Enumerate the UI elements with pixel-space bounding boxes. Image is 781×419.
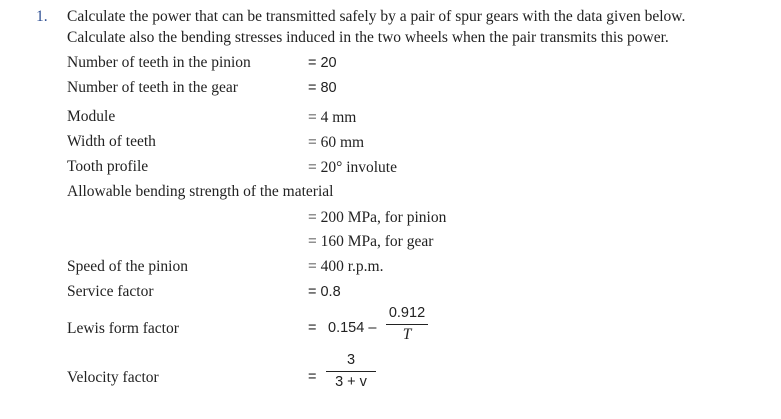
lewis-equals: = bbox=[308, 320, 317, 336]
lewis-numerator: 0.912 bbox=[388, 305, 426, 321]
service-factor-value: = 0.8 bbox=[308, 284, 341, 300]
problem-number: 1. bbox=[36, 8, 48, 25]
pinion-teeth-value: = 20 bbox=[308, 55, 337, 71]
velocity-fraction-bar bbox=[326, 371, 376, 372]
tooth-profile-value: = 20° involute bbox=[308, 159, 397, 176]
tooth-profile-label: Tooth profile bbox=[67, 158, 149, 175]
service-factor-label: Service factor bbox=[67, 283, 154, 300]
module-value: = 4 mm bbox=[308, 109, 357, 126]
width-value: = 60 mm bbox=[308, 134, 365, 151]
lewis-label: Lewis form factor bbox=[67, 320, 179, 337]
lewis-fraction bbox=[386, 305, 428, 343]
gear-teeth-label: Number of teeth in the gear bbox=[67, 79, 238, 96]
problem-statement-line-1: Calculate the power that can be transmitted safely by a pair of spur gears with the data given below. bbox=[67, 8, 686, 25]
velocity-numerator: 3 bbox=[346, 352, 356, 368]
velocity-denominator: 3 + v bbox=[335, 374, 367, 390]
module-label: Module bbox=[67, 108, 116, 125]
speed-value: = 400 r.p.m. bbox=[308, 258, 384, 275]
bending-strength-gear-value: = 160 MPa, for gear bbox=[308, 233, 434, 250]
velocity-fraction bbox=[326, 352, 376, 390]
lewis-fraction-bar bbox=[386, 324, 428, 325]
velocity-label: Velocity factor bbox=[67, 369, 159, 386]
width-label: Width of teeth bbox=[67, 133, 156, 150]
bending-strength-pinion-value: = 200 MPa, for pinion bbox=[308, 209, 447, 226]
lewis-denominator: T bbox=[402, 326, 412, 343]
velocity-equals: = bbox=[308, 369, 317, 385]
pinion-teeth-label: Number of teeth in the pinion bbox=[67, 54, 251, 71]
problem-statement-line-2: Calculate also the bending stresses induced in the two wheels when the pair transmits this power. bbox=[67, 29, 669, 46]
lewis-lead-term: 0.154 – bbox=[328, 320, 377, 336]
speed-label: Speed of the pinion bbox=[67, 258, 188, 275]
bending-strength-label: Allowable bending strength of the material bbox=[67, 183, 334, 200]
gear-teeth-value: = 80 bbox=[308, 80, 337, 96]
